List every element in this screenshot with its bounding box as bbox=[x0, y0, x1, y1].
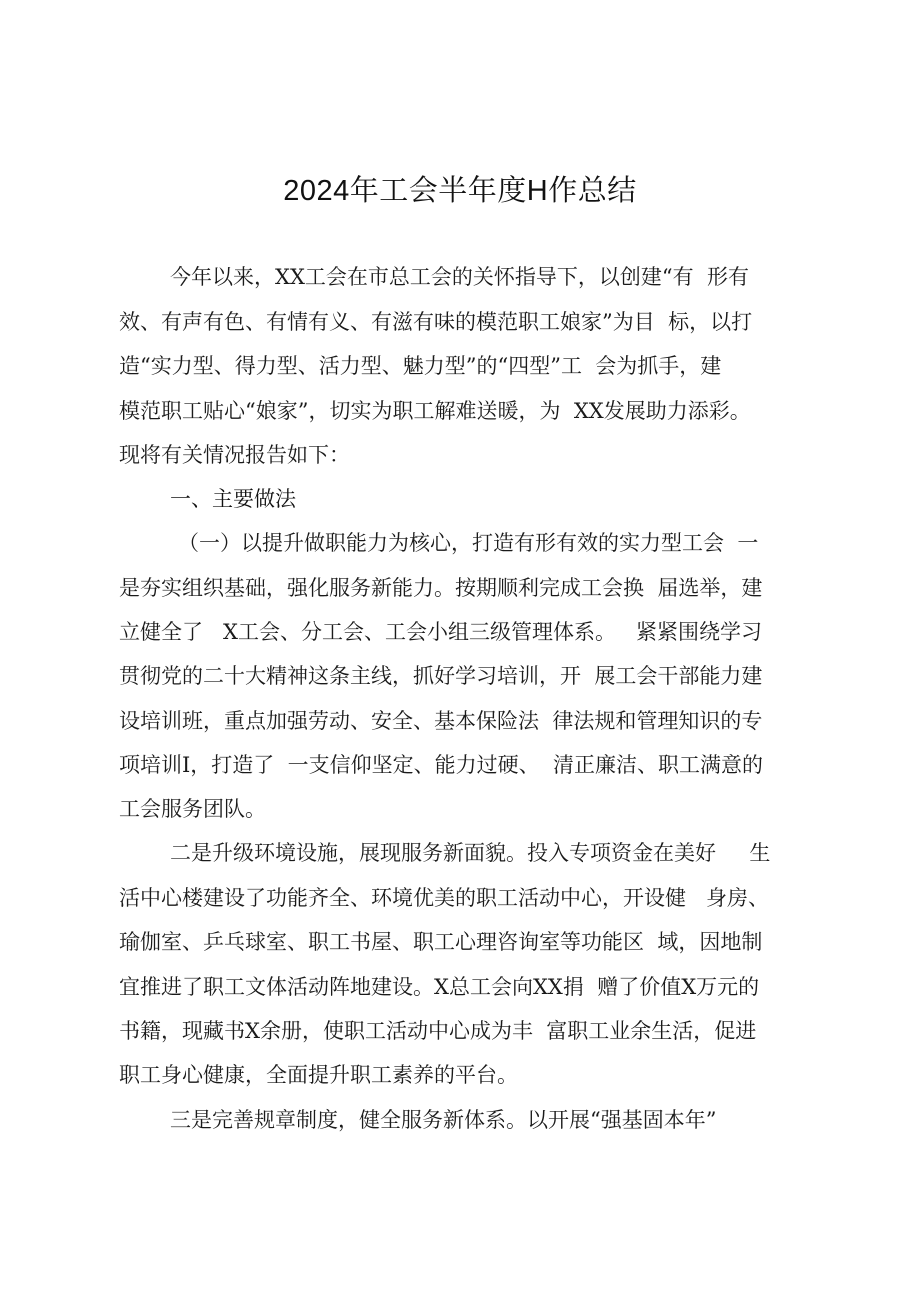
para1-line-2: 是夯实组织基础，强化服务新能力。按期顺利完成工会换 届选举，建 bbox=[119, 576, 763, 600]
intro-line-3: 造“实力型、得力型、活力型、魅力型”的“四型”工 会为抓手，建 bbox=[119, 354, 722, 378]
intro-line-4: 模范职工贴心“娘家”，切实为职工解难送暖，为 XX发展助力添彩。 bbox=[119, 399, 751, 423]
para2-line-5: 书籍，现藏书X余册，使职工活动中心成为丰 富职工业余生活，促进 bbox=[119, 1019, 757, 1043]
intro-line-5: 现将有关情况报告如下： bbox=[119, 443, 350, 467]
section-heading: 一、主要做法 bbox=[170, 487, 296, 511]
para3-line-1: 三是完善规章制度，健全服务新体系。以开展“强基固本年” bbox=[170, 1108, 717, 1132]
intro-line-1: 今年以来，XX工会在市总工会的关怀指导下，以创建“有 形有 bbox=[170, 265, 749, 289]
para1-line-4: 贯彻党的二十大精神这条主线，抓好学习培训，开 展工会干部能力建 bbox=[119, 664, 763, 688]
para1-line-3: 立健全了 X工会、分工会、工会小组三级管理体系。 紧紧围绕学习 bbox=[119, 620, 762, 644]
para1-line-5: 设培训班，重点加强劳动、安全、基本保险法 律法规和管理知识的专 bbox=[119, 709, 763, 733]
intro-line-2: 效、有声有色、有情有义、有滋有味的模范职工娘家”为目 标，以打 bbox=[119, 310, 753, 334]
para2-line-2: 活中心楼建设了功能齐全、环境优美的职工活动中心，开设健 身房、 bbox=[119, 886, 770, 910]
para2-line-3: 瑜伽室、乒乓球室、职工书屋、职工心理咨询室等功能区 域，因地制 bbox=[119, 930, 763, 954]
para2-line-4: 宜推进了职工文体活动阵地建设。X总工会向XX捐 赠了价值X万元的 bbox=[119, 975, 760, 999]
para1-line-7: 工会服务团队。 bbox=[119, 797, 266, 821]
para1-line-1: （一）以提升做职能力为核心，打造有形有效的实力型工会 一 bbox=[178, 531, 759, 555]
para2-line-1: 二是升级环境设施，展现服务新面貌。投入专项资金在美好 生 bbox=[170, 841, 771, 865]
document-title: 2024年工会半年度H作总结 bbox=[283, 175, 637, 207]
para1-line-6: 项培训I，打造了 一支信仰坚定、能力过硬、 清正廉洁、职工满意的 bbox=[119, 753, 763, 777]
para2-line-6: 职工身心健康，全面提升职工素养的平台。 bbox=[119, 1063, 518, 1087]
